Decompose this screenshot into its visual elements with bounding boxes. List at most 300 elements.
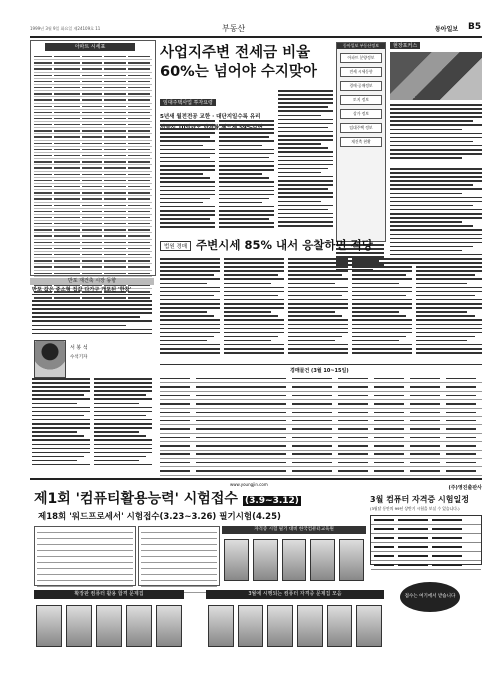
text-line bbox=[32, 464, 90, 466]
text-line bbox=[278, 221, 333, 223]
text-line bbox=[352, 274, 406, 276]
text-line bbox=[160, 206, 215, 208]
text-line bbox=[224, 270, 284, 272]
text-line bbox=[32, 382, 90, 384]
text-line bbox=[352, 278, 412, 280]
text-line bbox=[390, 141, 473, 143]
text-line bbox=[278, 209, 328, 211]
ad-bottom-right-title: 3월에 시행되는 컴퓨터 자격증 문제집 모음 bbox=[206, 590, 384, 599]
table-row bbox=[160, 409, 482, 417]
auction-table bbox=[160, 364, 482, 471]
author-name: 서 봉 석 bbox=[70, 345, 88, 351]
text-line bbox=[224, 266, 284, 268]
photo-label: 현장포커스 bbox=[390, 42, 420, 49]
auction-text-5 bbox=[416, 258, 482, 358]
ad-bottom-left-title: 확장판 컴퓨터 활용 합격 문제집 bbox=[34, 590, 184, 599]
text-line bbox=[390, 137, 482, 139]
auction-article bbox=[160, 236, 482, 472]
text-line bbox=[416, 262, 482, 264]
text-line bbox=[390, 129, 462, 131]
ad-side-panel bbox=[370, 484, 482, 584]
text-line bbox=[278, 110, 333, 112]
text-line bbox=[94, 394, 146, 396]
column-text-2 bbox=[32, 378, 90, 470]
text-line bbox=[160, 173, 203, 175]
text-line bbox=[160, 283, 207, 285]
text-line bbox=[160, 218, 210, 220]
text-line bbox=[160, 145, 203, 147]
text-line bbox=[32, 427, 90, 429]
column-text-1 bbox=[32, 300, 152, 338]
table-row bbox=[371, 516, 481, 525]
text-line bbox=[352, 348, 412, 350]
text-line bbox=[94, 411, 152, 413]
text-line bbox=[416, 299, 482, 301]
text-line bbox=[224, 295, 278, 297]
book-cover bbox=[297, 605, 323, 647]
text-line bbox=[32, 419, 90, 421]
text-line bbox=[160, 124, 215, 126]
side-box-title: 동아일보 부동산정보 bbox=[337, 43, 385, 49]
text-line bbox=[352, 262, 412, 264]
text-line bbox=[32, 386, 90, 388]
photo-text-1 bbox=[390, 104, 482, 164]
column-headline: 반포 값은 중소형 집값 다가구 개포된 '한참' bbox=[32, 287, 152, 295]
author-photo bbox=[34, 340, 66, 378]
table-row bbox=[160, 434, 482, 442]
table-row bbox=[160, 383, 482, 391]
table-row bbox=[160, 459, 482, 467]
text-line bbox=[160, 214, 215, 216]
text-line bbox=[288, 332, 348, 334]
text-line bbox=[224, 332, 284, 334]
ad-main-line2: 제18회 '워드프로세서' 시험접수(3.23~3.26) 필기시험(4.25) bbox=[38, 512, 281, 522]
text-line bbox=[32, 312, 152, 314]
table-row bbox=[160, 451, 482, 459]
text-line bbox=[278, 139, 333, 141]
text-line bbox=[278, 143, 321, 145]
side-info-box bbox=[336, 42, 386, 242]
text-line bbox=[32, 444, 90, 446]
text-line bbox=[160, 324, 220, 326]
ad-main-line1 bbox=[34, 488, 301, 508]
book-cover bbox=[356, 605, 382, 647]
price-table bbox=[30, 40, 156, 276]
text-line bbox=[160, 340, 207, 342]
text-line bbox=[219, 214, 274, 216]
text-line bbox=[416, 315, 475, 317]
book-cover bbox=[224, 539, 249, 581]
text-line bbox=[288, 266, 348, 268]
table-row bbox=[371, 543, 481, 552]
table-row bbox=[371, 552, 481, 561]
text-line bbox=[160, 181, 215, 183]
text-line bbox=[278, 123, 333, 125]
text-line bbox=[32, 378, 90, 380]
text-line bbox=[160, 278, 220, 280]
text-line bbox=[288, 340, 335, 342]
text-line bbox=[352, 295, 406, 297]
text-line bbox=[160, 194, 215, 196]
text-line bbox=[278, 160, 333, 162]
price-table-body bbox=[34, 54, 152, 272]
text-line bbox=[32, 460, 77, 462]
main-headline bbox=[160, 44, 340, 82]
text-line bbox=[352, 352, 412, 354]
text-line bbox=[352, 307, 412, 309]
text-line bbox=[32, 456, 84, 458]
text-line bbox=[352, 258, 412, 260]
text-line bbox=[416, 287, 482, 289]
text-line bbox=[94, 419, 152, 421]
auction-headline: 주변시세 85% 내서 응찰하면 적당 bbox=[196, 238, 373, 252]
text-line bbox=[160, 153, 215, 155]
text-line bbox=[278, 180, 333, 182]
text-line bbox=[288, 262, 348, 264]
text-line bbox=[160, 198, 210, 200]
book-cover bbox=[156, 605, 182, 647]
text-line bbox=[160, 311, 207, 313]
text-line bbox=[160, 222, 215, 224]
text-line bbox=[390, 157, 462, 159]
text-line bbox=[32, 407, 90, 409]
text-line bbox=[224, 262, 284, 264]
text-line bbox=[288, 311, 335, 313]
table-row bbox=[160, 442, 482, 450]
text-line bbox=[390, 145, 482, 147]
text-line bbox=[219, 145, 262, 147]
ad-bottom-left-books bbox=[34, 602, 184, 648]
text-line bbox=[219, 218, 269, 220]
table-row bbox=[160, 400, 482, 408]
text-line bbox=[390, 193, 462, 195]
text-line bbox=[219, 222, 274, 224]
text-line bbox=[390, 176, 482, 178]
text-line bbox=[219, 169, 274, 171]
table-row bbox=[160, 375, 482, 383]
text-line bbox=[219, 136, 269, 138]
text-line bbox=[278, 98, 333, 100]
text-line bbox=[32, 423, 90, 425]
text-line bbox=[416, 283, 467, 285]
text-line bbox=[32, 411, 90, 413]
ad-top-url: www.youngjin.com bbox=[230, 482, 268, 487]
ad-bottom-right-books bbox=[206, 602, 384, 648]
text-line bbox=[160, 169, 215, 171]
column-kicker: 반포 재건축 시장 동향 bbox=[30, 278, 154, 285]
auction-text-3 bbox=[288, 258, 348, 358]
text-line bbox=[160, 348, 220, 350]
text-line bbox=[352, 266, 412, 268]
text-line bbox=[219, 161, 274, 163]
side-box-items bbox=[337, 53, 385, 147]
text-line bbox=[219, 226, 274, 228]
text-line bbox=[94, 456, 146, 458]
text-line bbox=[352, 311, 399, 313]
text-line bbox=[160, 266, 220, 268]
text-line bbox=[94, 464, 152, 466]
text-line bbox=[416, 303, 482, 305]
side-box-item[interactable]: 상가 정보 bbox=[340, 109, 382, 119]
text-line bbox=[390, 180, 482, 182]
text-line bbox=[160, 270, 220, 272]
text-line bbox=[352, 324, 412, 326]
text-line bbox=[352, 270, 412, 272]
text-line bbox=[390, 108, 482, 110]
text-line bbox=[288, 324, 348, 326]
book-cover bbox=[310, 539, 335, 581]
text-line bbox=[160, 128, 215, 130]
text-line bbox=[278, 156, 333, 158]
text-line bbox=[94, 390, 152, 392]
text-line bbox=[224, 324, 284, 326]
side-box-item[interactable]: 재건축 현황 bbox=[340, 137, 382, 147]
text-line bbox=[352, 319, 412, 321]
text-line bbox=[278, 147, 328, 149]
text-line bbox=[160, 344, 220, 346]
text-line bbox=[416, 336, 475, 338]
text-line bbox=[32, 325, 126, 327]
text-line bbox=[160, 303, 220, 305]
book-cover bbox=[327, 605, 353, 647]
text-line bbox=[160, 226, 215, 228]
text-line bbox=[416, 340, 467, 342]
text-line bbox=[94, 415, 146, 417]
ad-form-left bbox=[34, 526, 136, 586]
book-cover bbox=[208, 605, 234, 647]
text-line bbox=[160, 274, 214, 276]
table-row bbox=[160, 392, 482, 400]
text-line bbox=[390, 221, 462, 223]
main-text-col-2 bbox=[219, 120, 274, 232]
text-line bbox=[288, 319, 348, 321]
column-box bbox=[30, 278, 154, 473]
text-line bbox=[288, 328, 348, 330]
text-line bbox=[390, 172, 482, 174]
text-line bbox=[416, 324, 482, 326]
text-line bbox=[352, 299, 412, 301]
text-line bbox=[32, 403, 77, 405]
text-line bbox=[32, 390, 90, 392]
text-line bbox=[288, 270, 348, 272]
table-row bbox=[160, 425, 482, 433]
text-line bbox=[219, 190, 274, 192]
text-line bbox=[32, 333, 152, 335]
text-line bbox=[416, 348, 482, 350]
text-line bbox=[160, 332, 220, 334]
text-line bbox=[352, 303, 412, 305]
text-line bbox=[160, 177, 210, 179]
text-line bbox=[219, 157, 269, 159]
text-line bbox=[32, 415, 84, 417]
text-line bbox=[278, 119, 333, 121]
book-cover bbox=[66, 605, 92, 647]
book-cover bbox=[282, 539, 307, 581]
text-line bbox=[416, 295, 475, 297]
text-line bbox=[94, 378, 152, 380]
text-line bbox=[160, 202, 203, 204]
text-line bbox=[32, 316, 140, 318]
text-line bbox=[219, 186, 274, 188]
masthead: 동아일보 bbox=[435, 26, 459, 33]
text-line bbox=[390, 209, 482, 211]
text-line bbox=[224, 352, 284, 354]
ad-center-books bbox=[222, 536, 366, 584]
text-line bbox=[94, 435, 146, 437]
ad-side-sub: (3월달 동안의 99년 상반기 시험을 보실 수 있습니다.) bbox=[370, 506, 460, 511]
text-line bbox=[416, 307, 482, 309]
ad-promo-circle: 접수는 여기에서 받습니다 bbox=[400, 582, 460, 612]
table-row bbox=[371, 561, 481, 570]
text-line bbox=[288, 274, 342, 276]
text-line bbox=[160, 132, 215, 134]
text-line bbox=[352, 283, 399, 285]
text-line bbox=[224, 278, 284, 280]
text-line bbox=[352, 291, 412, 293]
text-line bbox=[94, 427, 152, 429]
main-headline-line2: 60%는 넘어야 수지맞아 bbox=[160, 64, 317, 80]
book-cover bbox=[267, 605, 293, 647]
text-line bbox=[32, 304, 152, 306]
ad-center-banner: 자격증 시험 필기 대비 한국컴퓨터교육원 bbox=[222, 526, 366, 534]
text-line bbox=[219, 177, 269, 179]
text-line bbox=[288, 344, 348, 346]
text-line bbox=[352, 332, 412, 334]
book-cover bbox=[36, 605, 62, 647]
text-line bbox=[288, 258, 348, 260]
text-line bbox=[160, 328, 220, 330]
text-line bbox=[224, 328, 284, 330]
text-line bbox=[160, 299, 220, 301]
text-line bbox=[160, 161, 215, 163]
text-line bbox=[160, 210, 215, 212]
text-line bbox=[278, 172, 321, 174]
text-line bbox=[224, 319, 284, 321]
text-line bbox=[160, 258, 220, 260]
text-line bbox=[352, 344, 412, 346]
auction-table-body bbox=[160, 375, 482, 469]
text-line bbox=[94, 423, 152, 425]
text-line bbox=[416, 332, 482, 334]
text-line bbox=[278, 106, 328, 108]
text-line bbox=[160, 157, 210, 159]
text-line bbox=[278, 217, 333, 219]
auction-tag: 법원 경매 bbox=[160, 241, 191, 251]
book-cover bbox=[238, 605, 264, 647]
text-line bbox=[278, 188, 328, 190]
text-line bbox=[160, 307, 220, 309]
text-line bbox=[390, 112, 482, 114]
text-line bbox=[416, 291, 482, 293]
ad-main-dates: (3.9~3.12) bbox=[244, 496, 299, 506]
side-box-item[interactable]: 경매·공매정보 bbox=[340, 81, 382, 91]
text-line bbox=[32, 439, 90, 441]
text-line bbox=[32, 300, 152, 302]
text-line bbox=[32, 448, 90, 450]
text-line bbox=[32, 398, 90, 400]
text-line bbox=[224, 283, 271, 285]
text-line bbox=[219, 120, 274, 122]
text-line bbox=[390, 205, 473, 207]
ad-form-mid bbox=[138, 526, 220, 586]
text-line bbox=[224, 299, 284, 301]
text-line bbox=[224, 307, 284, 309]
text-line bbox=[352, 315, 406, 317]
text-line bbox=[160, 287, 220, 289]
text-line bbox=[288, 307, 348, 309]
text-line bbox=[94, 382, 152, 384]
text-line bbox=[288, 303, 348, 305]
text-line bbox=[224, 291, 284, 293]
text-line bbox=[160, 352, 220, 354]
side-box-item[interactable]: 전세 시세동향 bbox=[340, 67, 382, 77]
text-line bbox=[219, 206, 274, 208]
side-box-item[interactable]: 아파트 분양정보 bbox=[340, 53, 382, 63]
author-role: 수석기자 bbox=[70, 355, 88, 360]
text-line bbox=[390, 217, 482, 219]
main-headline-line1: 사업지주변 전세금 비율 bbox=[160, 45, 311, 61]
text-line bbox=[32, 431, 77, 433]
text-line bbox=[219, 128, 274, 130]
text-line bbox=[160, 291, 220, 293]
text-line bbox=[278, 176, 333, 178]
text-line bbox=[390, 120, 473, 122]
text-line bbox=[219, 173, 262, 175]
text-line bbox=[416, 311, 467, 313]
book-cover bbox=[339, 539, 364, 581]
page-number: B5 bbox=[468, 22, 482, 32]
text-line bbox=[390, 201, 482, 203]
text-line bbox=[32, 452, 90, 454]
text-line bbox=[224, 258, 284, 260]
auction-text-4 bbox=[352, 258, 412, 358]
column-text-3 bbox=[94, 378, 152, 470]
text-line bbox=[160, 120, 215, 122]
text-line bbox=[94, 431, 139, 433]
text-line bbox=[416, 278, 482, 280]
table-row bbox=[160, 467, 482, 475]
text-line bbox=[160, 140, 215, 142]
text-line bbox=[219, 132, 274, 134]
text-line bbox=[390, 213, 482, 215]
side-box-item[interactable]: 임대주택 정보 bbox=[340, 123, 382, 133]
text-line bbox=[160, 149, 215, 151]
ad-publisher: (주)영진출판사 bbox=[448, 485, 482, 491]
text-line bbox=[416, 270, 482, 272]
text-line bbox=[416, 328, 482, 330]
text-line bbox=[94, 398, 152, 400]
text-line bbox=[352, 340, 399, 342]
text-line bbox=[352, 328, 412, 330]
side-box-item[interactable]: 토지 정보 bbox=[340, 95, 382, 105]
auction-table-title: 경매물건 (3월 10~15일) bbox=[290, 368, 349, 374]
text-line bbox=[416, 344, 482, 346]
text-line bbox=[160, 186, 215, 188]
text-line bbox=[160, 136, 210, 138]
text-line bbox=[278, 115, 321, 117]
text-line bbox=[224, 348, 284, 350]
main-text-col-1 bbox=[160, 120, 215, 232]
text-line bbox=[288, 352, 348, 354]
text-line bbox=[390, 168, 482, 170]
text-line bbox=[278, 127, 328, 129]
text-line bbox=[219, 124, 274, 126]
text-line bbox=[390, 229, 482, 231]
text-line bbox=[390, 149, 482, 151]
text-line bbox=[278, 164, 333, 166]
ad-schedule-table bbox=[370, 515, 482, 565]
text-line bbox=[94, 439, 152, 441]
